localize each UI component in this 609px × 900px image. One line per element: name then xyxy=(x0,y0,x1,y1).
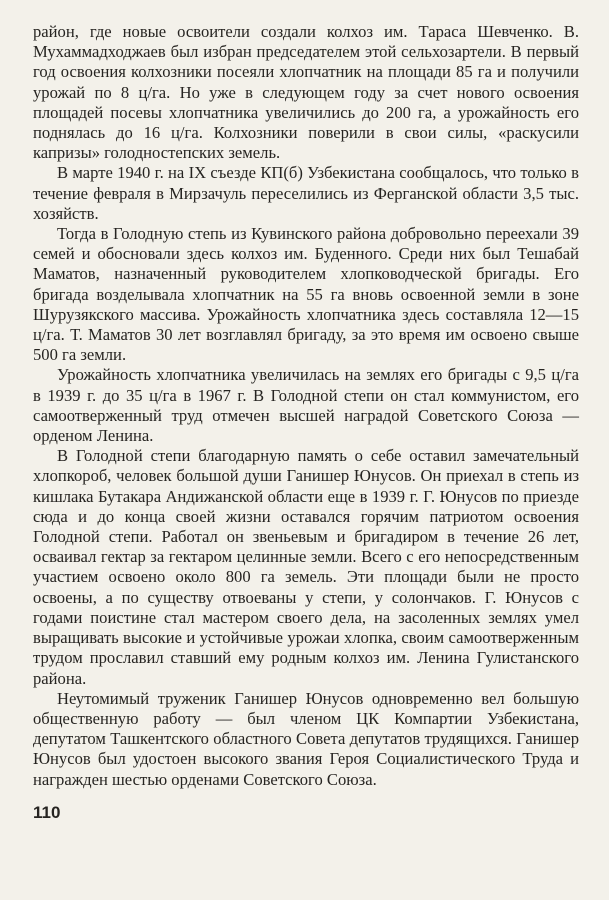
paragraph-kolkhoz-shevchenko: район, где новые освоители создали колхоз им. Тараса Шевченко. В. Мухаммадходжаев был избран председателем этой сельхозартели. В первый год освоения колхозники посеяли хлопчатник на площади 85 га и получили урожай по 8 ц/га. Но уже в следующем году за счет нового освоения площадей посевы хлопчатника увеличились до 200 га, а урожайность его поднялась до 16 ц/га. Колхозники поверили в свои силы, «раскусили капризы» голодностепских земель. xyxy=(33,22,579,163)
paragraph-yunusov-biography: В Голодной степи благодарную память о себе оставил замечательный хлопкороб, человек большой души Ганишер Юнусов. Он приехал в степь из кишлака Бутакара Андижанской области еще в 1939 г. Г. Юнусов по приезде сюда и до конца своей жизни оставался горячим патриотом освоения Голодной степи. Работал он звеньевым и бригадиром в течение 26 лет, осваивал гектар за гектаром целинные земли. Всего с его непосредственным участием освоено около 800 га земель. Эти площади были не просто освоены, а по существу отвоеваны у степи, у солончаков. Г. Юнусов с годами поистине стал мастером своего дела, на засоленных землях умел выращивать высокие и устойчивые урожаи хлопка, своим самоотверженным трудом прославил ставший ему родным колхоз им. Ленина Гулистанского района. xyxy=(33,446,579,688)
paragraph-kolkhoz-budyonny: Тогда в Голодную степь из Кувинского района добровольно переехали 39 семей и обосновали здесь колхоз им. Буденного. Среди них был Тешабай Маматов, назначенный руководителем хлопководческой бригады. Его бригада возделывала хлопчатник на 55 га вновь освоенной земли в зоне Шурузякского массива. Урожайность хлопчатника здесь составляла 12—15 ц/га. Т. Маматов 30 лет возглавлял бригаду, за это время им освоено свыше 500 га земли. xyxy=(33,224,579,365)
page-text-body xyxy=(33,22,579,790)
paragraph-congress-1940: В марте 1940 г. на IX съезде КП(б) Узбекистана сообщалось, что только в течение февраля в Мирзачуль переселились из Ферганской области 3,5 тыс. хозяйств. xyxy=(33,163,579,223)
page-number: 110 xyxy=(33,803,61,822)
paragraph-yunusov-honors: Неутомимый труженик Ганишер Юнусов одновременно вел большую общественную работу — был членом ЦК Компартии Узбекистана, депутатом Ташкентского областного Совета депутатов трудящихся. Ганишер Юнусов был удостоен высокого звания Героя Социалистического Труда и награжден шестью орденами Советского Союза. xyxy=(33,688,579,789)
paragraph-brigade-yield: Урожайность хлопчатника увеличилась на землях его бригады с 9,5 ц/га в 1939 г. до 35 ц/га в 1967 г. В Голодной степи он стал коммунистом, его самоотверженный труд отмечен высшей наградой Советского Союза — орденом Ленина. xyxy=(33,365,579,446)
